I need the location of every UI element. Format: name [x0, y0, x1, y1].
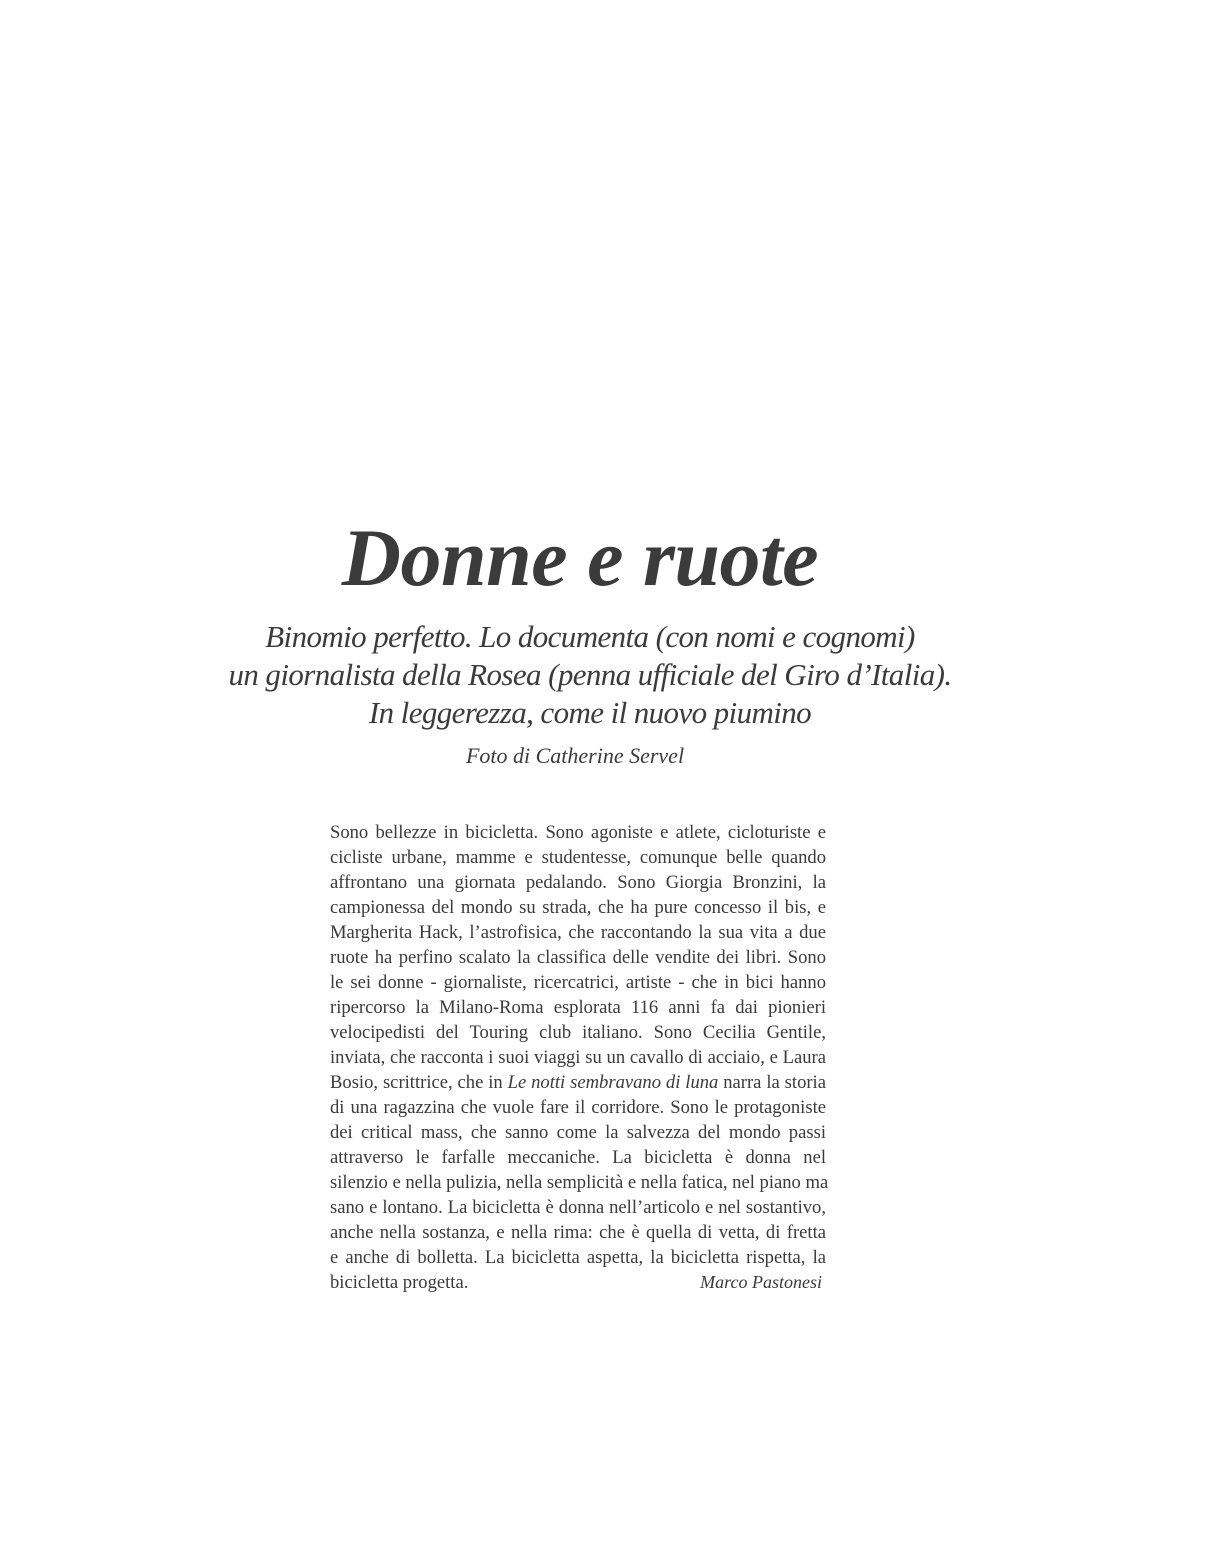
article-title: Donne e ruote: [341, 512, 819, 603]
body-line: ripercorso la Milano-Roma esplorata 116 anni fa dai pionieri: [330, 997, 826, 1018]
article-subtitle: [0, 618, 1180, 732]
body-line: dei critical mass, che sanno come la salvezza del mondo passi: [330, 1122, 826, 1143]
body-line: velocipedisti del Touring club italiano. Sono Cecilia Gentile,: [330, 1022, 826, 1043]
body-line: attraverso le farfalle meccaniche. La bicicletta è donna nel: [330, 1147, 826, 1168]
body-text-fragment: narra la storia: [718, 1072, 826, 1093]
body-line: campionessa del mondo su strada, che ha pure concesso il bis, e: [330, 897, 826, 918]
body-last-line: [330, 1270, 826, 1295]
subtitle-line: Binomio perfetto. Lo documenta (con nomi e cognomi): [265, 619, 915, 654]
body-line: bicicletta progetta.: [330, 1272, 469, 1293]
body-text-fragment: Bosio, scrittrice, che in: [330, 1072, 508, 1093]
body-line: sano e lontano. La bicicletta è donna nell’articolo e nel sostantivo,: [330, 1197, 826, 1218]
body-line: ruote ha perfino scalato la classifica delle vendite dei libri. Sono: [330, 947, 826, 968]
book-title: Le notti sembravano di luna: [507, 1072, 719, 1093]
body-line: Margherita Hack, l’astrofisica, che raccontando la sua vita a due: [330, 922, 826, 943]
photo-credit: Foto di Catherine Servel: [465, 743, 685, 768]
article-body: [330, 820, 829, 1295]
body-line-with-book-title: [330, 1070, 826, 1095]
body-line: silenzio e nella pulizia, nella semplicità e nella fatica, nel piano ma: [330, 1172, 829, 1193]
author-signature: Marco Pastonesi: [700, 1272, 822, 1292]
body-line: anche nella sostanza, e nella rima: che è quella di vetta, di fretta: [330, 1222, 826, 1243]
body-line: le sei donne - giornaliste, ricercatrici, artiste - che in bici hanno: [330, 972, 826, 993]
body-line: affrontano una giornata pedalando. Sono Giorgia Bronzini, la: [330, 872, 826, 893]
body-line: cicliste urbane, mamme e studentesse, comunque belle quando: [330, 847, 826, 868]
body-line: di una ragazzina che vuole fare il corridore. Sono le protagoniste: [330, 1097, 826, 1118]
body-line: inviata, che racconta i suoi viaggi su un cavallo di acciaio, e Laura: [330, 1047, 826, 1068]
subtitle-line: un giornalista della Rosea (penna ufficiale del Giro d’Italia).: [228, 657, 952, 692]
body-line: e anche di bolletta. La bicicletta aspetta, la bicicletta rispetta, la: [330, 1247, 826, 1268]
body-line: Sono bellezze in bicicletta. Sono agoniste e atlete, cicloturiste e: [330, 822, 826, 843]
subtitle-line: In leggerezza, come il nuovo piumino: [368, 695, 812, 730]
